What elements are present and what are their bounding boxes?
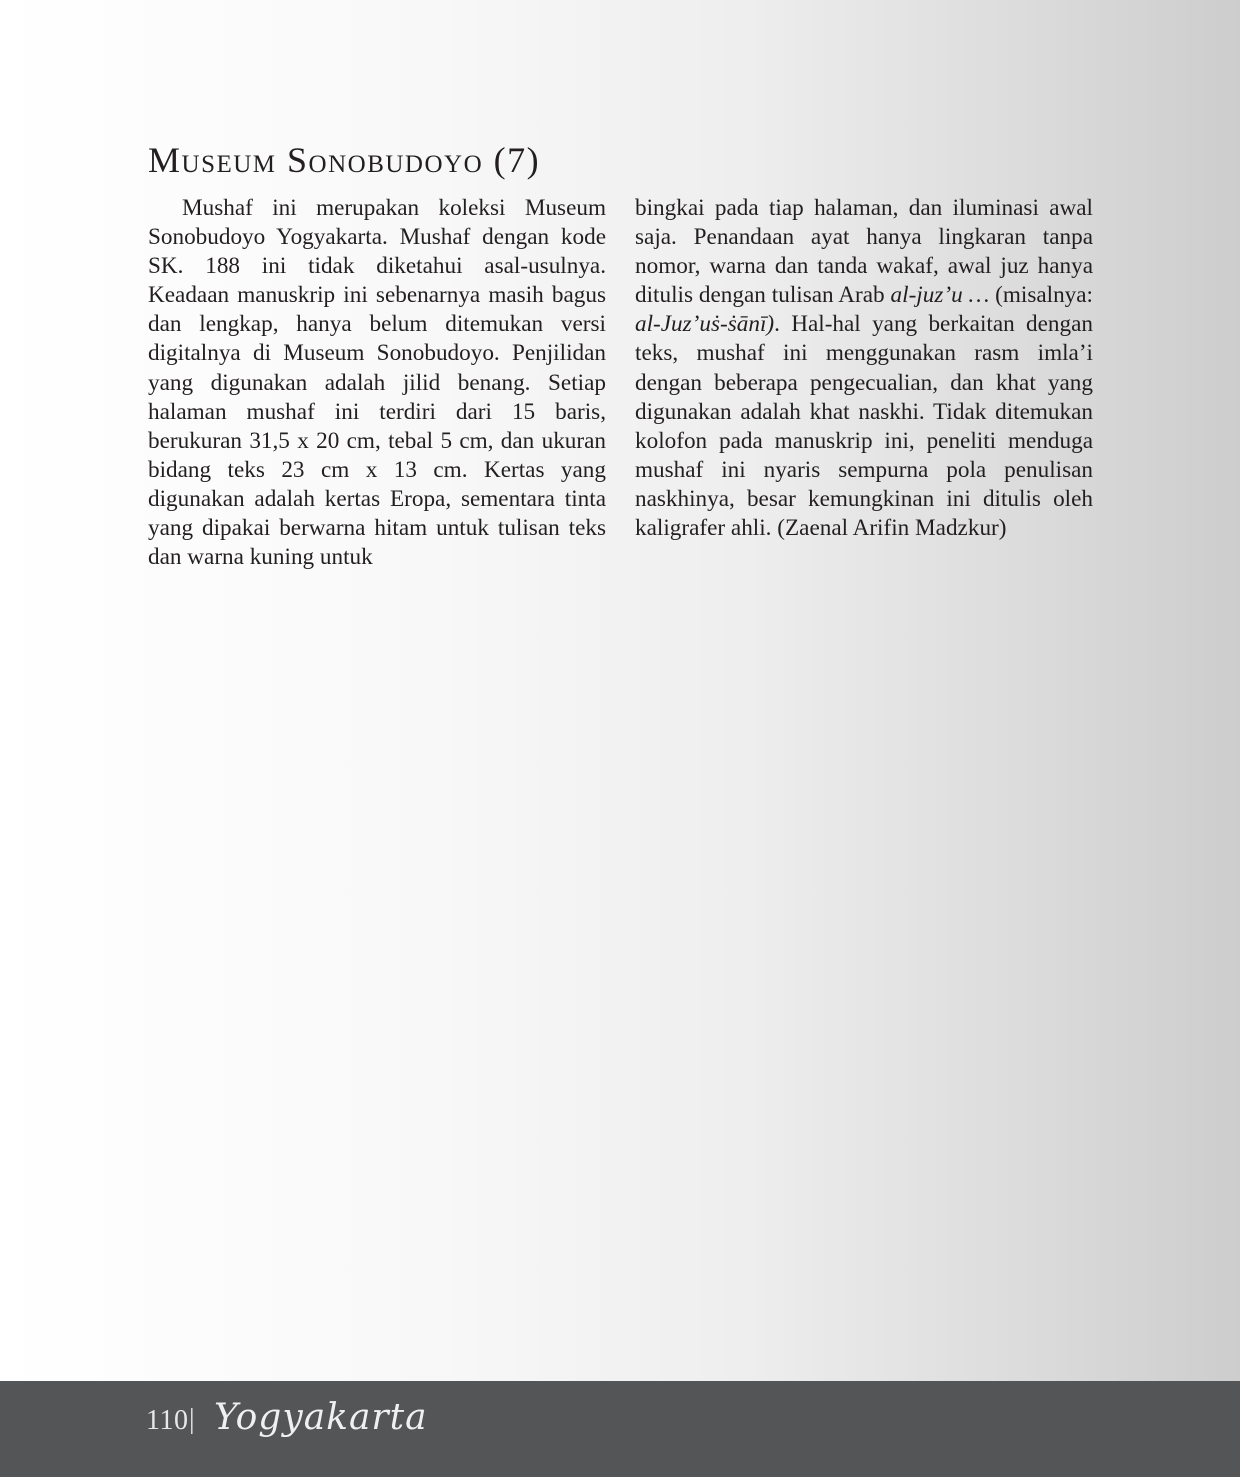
left-column-paragraph: Mushaf ini merupakan koleksi Museum Sonobudoyo Yogyakarta. Mushaf dengan kode SK. 188 ini tidak diketahui asal-usulnya. Keadaan manuskrip ini sebenarnya masih bagus dan lengkap, hanya belum ditemukan versi digitalnya di Museum Sonobudoyo. Penjilidan yang digunakan adalah jilid benang. Setiap halaman mushaf ini terdiri dari 15 baris, berukuran 31,5 x 20 cm, tebal 5 cm, dan ukuran bidang teks 23 cm x 13 cm. Kertas yang digunakan adalah kertas Eropa, sementara tinta yang dipakai berwarna hitam untuk tulisan teks dan warna kuning untuk (148, 195, 606, 571)
arabic-term-al-juzu: al-juz’u … (890, 282, 990, 309)
right-text-part-3: . Hal-hal yang berkaitan dengan teks, mushaf ini menggunakan rasm imla’i dengan beberapa pengecualian, dan khat yang digunakan adalah khat naskhi. Tidak ditemukan kolofon pada manuskrip ini, peneliti menduga mushaf ini nyaris sempurna pola penulisan naskhinya, besar kemungkinan ini ditulis oleh kaligrafer ahli. (Zaenal Arifin Madzkur) (635, 311, 1093, 542)
page-number: 110 (146, 1405, 189, 1436)
right-text-part-2: (misalnya: (989, 282, 1094, 309)
article-title: Museum Sonobudoyo (7) (148, 140, 541, 180)
right-column (635, 194, 1093, 543)
right-column-paragraph (635, 194, 1093, 543)
footer-separator: | (189, 1404, 195, 1435)
left-column (148, 194, 606, 572)
footer-region-name: Yogyakarta (214, 1397, 428, 1438)
arabic-term-example: al-Juz’uṡ-ṡānī) (635, 311, 775, 338)
right-text-part-1: bingkai pada tiap halaman, dan iluminasi awal saja. Penandaan ayat hanya lingkaran tanpa nomor, warna dan tanda wakaf, awal juz hanya ditulis dengan tulisan Arab (635, 195, 1093, 309)
